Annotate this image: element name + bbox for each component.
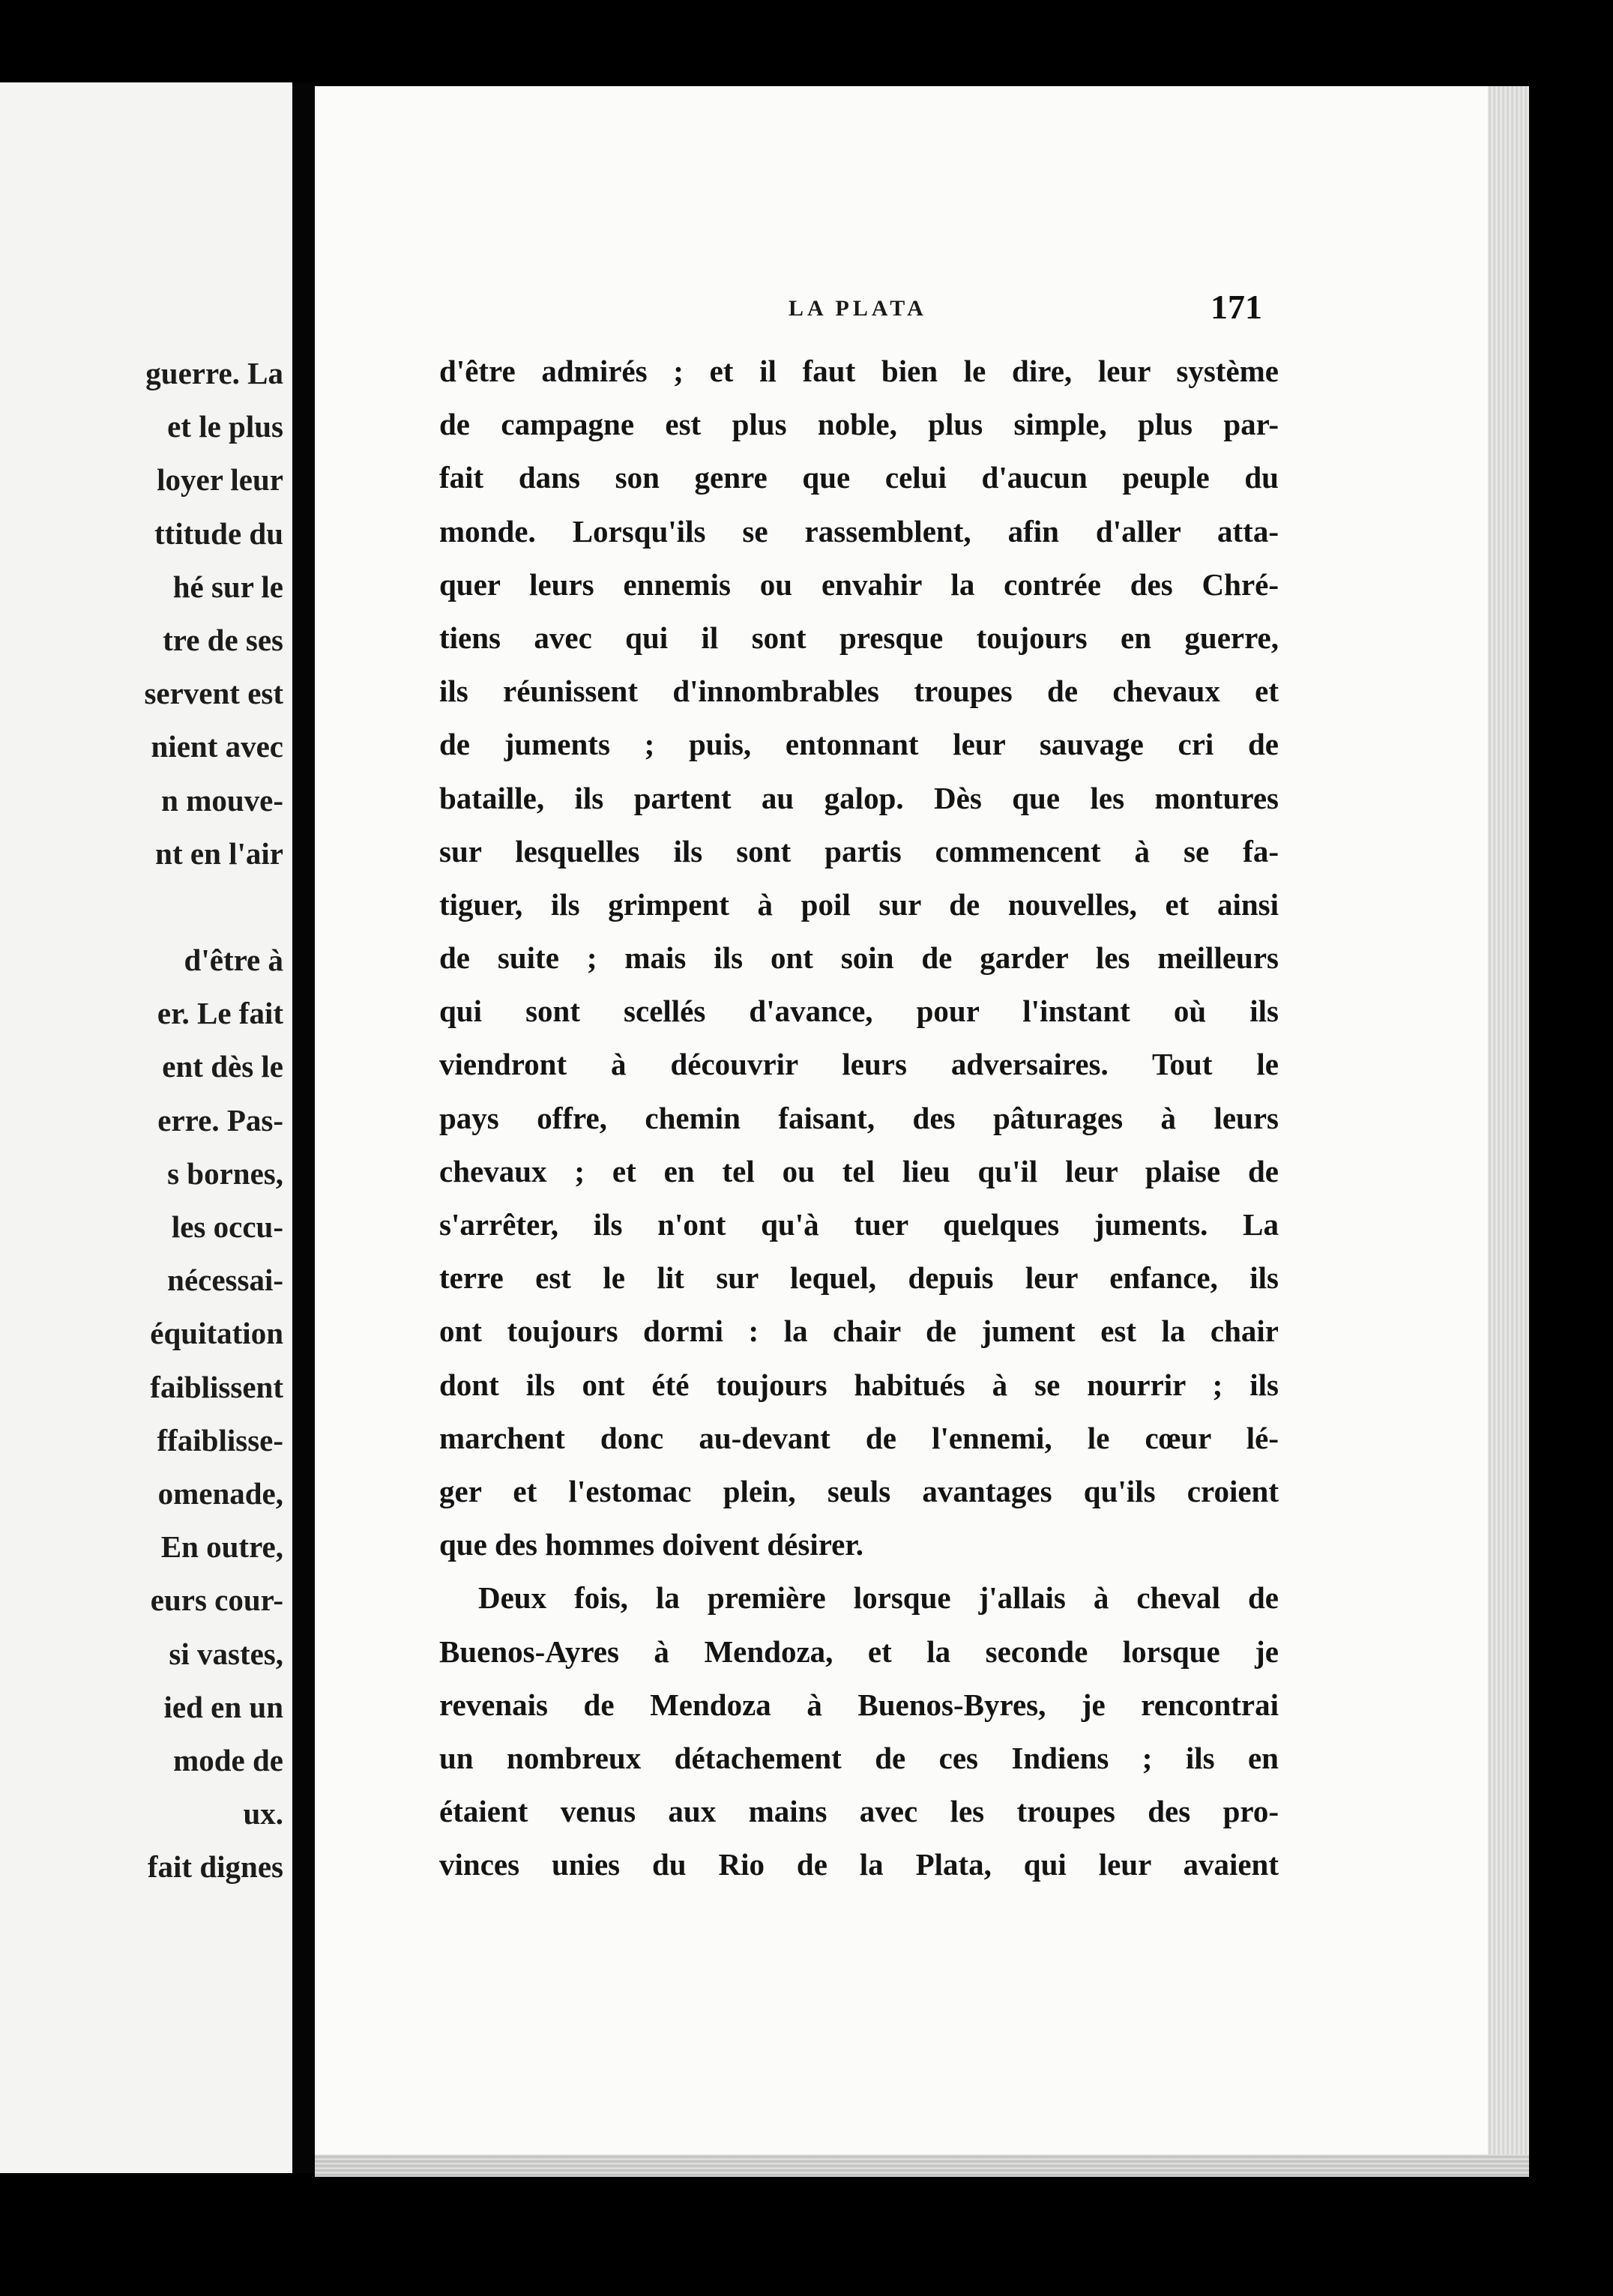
left-line: fait dignes (147, 1849, 283, 1885)
left-line: loyer leur (157, 462, 283, 498)
left-line: faiblissent (150, 1369, 283, 1404)
left-line: ttitude du (154, 516, 283, 551)
text-line: tiens avec qui il sont presque toujours en guerre, (439, 620, 1279, 655)
left-line: nécessai- (167, 1263, 283, 1298)
left-line: er. Le fait (157, 996, 283, 1031)
left-line: d'être à (184, 943, 283, 978)
left-line: ffaiblisse- (157, 1422, 283, 1457)
left-line: mode de (173, 1742, 283, 1777)
text-line: étaient venus aux mains avec les troupes des pro- (439, 1794, 1279, 1829)
left-line: ux. (243, 1796, 283, 1831)
text-line: quer leurs ennemis ou envahir la contrée des Chré- (439, 567, 1279, 602)
left-line: servent est (144, 676, 283, 711)
text-line: bataille, ils partent au galop. Dès que les montures (439, 780, 1279, 815)
text-line: de campagne est plus noble, plus simple, plus par- (439, 407, 1279, 442)
left-line: omenade, (157, 1475, 283, 1511)
text-line: revenais de Mendoza à Buenos-Byres, je rencontrai (439, 1687, 1279, 1722)
left-line: les occu- (171, 1209, 283, 1244)
left-line: ent dès le (162, 1049, 283, 1084)
left-line: et le plus (167, 409, 283, 444)
text-line: de suite ; mais ils ont soin de garder les meilleurs (439, 940, 1279, 976)
text-line: monde. Lorsqu'ils se rassemblent, afin d'aller atta- (439, 513, 1279, 549)
left-line: erre. Pas- (157, 1102, 283, 1138)
left-page-text (144, 347, 283, 1894)
body-text (439, 345, 1279, 1891)
text-line: marchent donc au-devant de l'ennemi, le cœur lé- (439, 1420, 1279, 1455)
left-line: nt en l'air (155, 836, 283, 871)
left-line: En outre, (160, 1529, 283, 1565)
text-line: vinces unies du Rio de la Plata, qui leur avaient (439, 1847, 1279, 1882)
text-line: d'être admirés ; et il faut bien le dire, leur système (439, 354, 1279, 388)
text-line: qui sont scellés d'avance, pour l'instant où ils (439, 994, 1279, 1029)
text-line: de juments ; puis, entonnant leur sauvage cri de (439, 727, 1279, 762)
text-line: fait dans son genre que celui d'aucun peuple du (439, 460, 1279, 495)
left-line: s bornes, (167, 1155, 283, 1191)
text-line: terre est le lit sur lequel, depuis leur enfance, ils (439, 1260, 1279, 1296)
text-line: viendront à découvrir leurs adversaires. Tout le (439, 1047, 1279, 1082)
left-line: tre de ses (163, 622, 283, 657)
left-line: guerre. La (145, 356, 283, 390)
text-line: ger et l'estomac plein, seuls avantages qu'ils croient (439, 1473, 1279, 1508)
text-line: s'arrêter, ils n'ont qu'à tuer quelques juments. La (439, 1207, 1279, 1242)
text-line: Buenos-Ayres à Mendoza, et la seconde lorsque je (439, 1634, 1279, 1669)
text-line: tiguer, ils grimpent à poil sur de nouvelles, et ainsi (439, 886, 1279, 922)
running-head: LA PLATA (789, 296, 927, 321)
left-line: ied en un (163, 1689, 283, 1724)
text-line: un nombreux détachement de ces Indiens ; ils en (439, 1740, 1279, 1775)
text-line: pays offre, chemin faisant, des pâturages à leurs (439, 1100, 1279, 1135)
text-line: Deux fois, la première lorsque j'allais à cheval de (478, 1580, 1279, 1616)
left-line: eurs cour- (150, 1583, 283, 1618)
text-line: chevaux ; et en tel ou tel lieu qu'il leur plaise de (439, 1153, 1279, 1188)
page-bottom-edge (315, 2154, 1529, 2177)
left-line: équitation (150, 1316, 283, 1351)
left-line: nient avec (151, 729, 283, 764)
text-line: que des hommes doivent désirer. (439, 1527, 864, 1562)
left-line (144, 880, 283, 934)
text-line: ont toujours dormi : la chair de jument est la chair (439, 1314, 1279, 1349)
text-line: dont ils ont été toujours habitués à se nourrir ; ils (439, 1367, 1279, 1402)
right-page (315, 86, 1529, 2177)
left-line: n mouve- (161, 782, 283, 818)
text-line: ils réunissent d'innombrables troupes de chevaux et (439, 674, 1279, 709)
page-number: 171 (1210, 288, 1262, 326)
left-line: si vastes, (169, 1636, 283, 1671)
page-edge (1488, 86, 1529, 2177)
book-gutter (292, 82, 315, 2173)
paragraph (439, 1571, 1279, 1891)
paragraph (439, 345, 1279, 1571)
left-page-fragment (0, 82, 292, 2173)
text-line: sur lesquelles ils sont partis commencent à se fa- (439, 833, 1279, 868)
left-line: hé sur le (172, 569, 283, 604)
